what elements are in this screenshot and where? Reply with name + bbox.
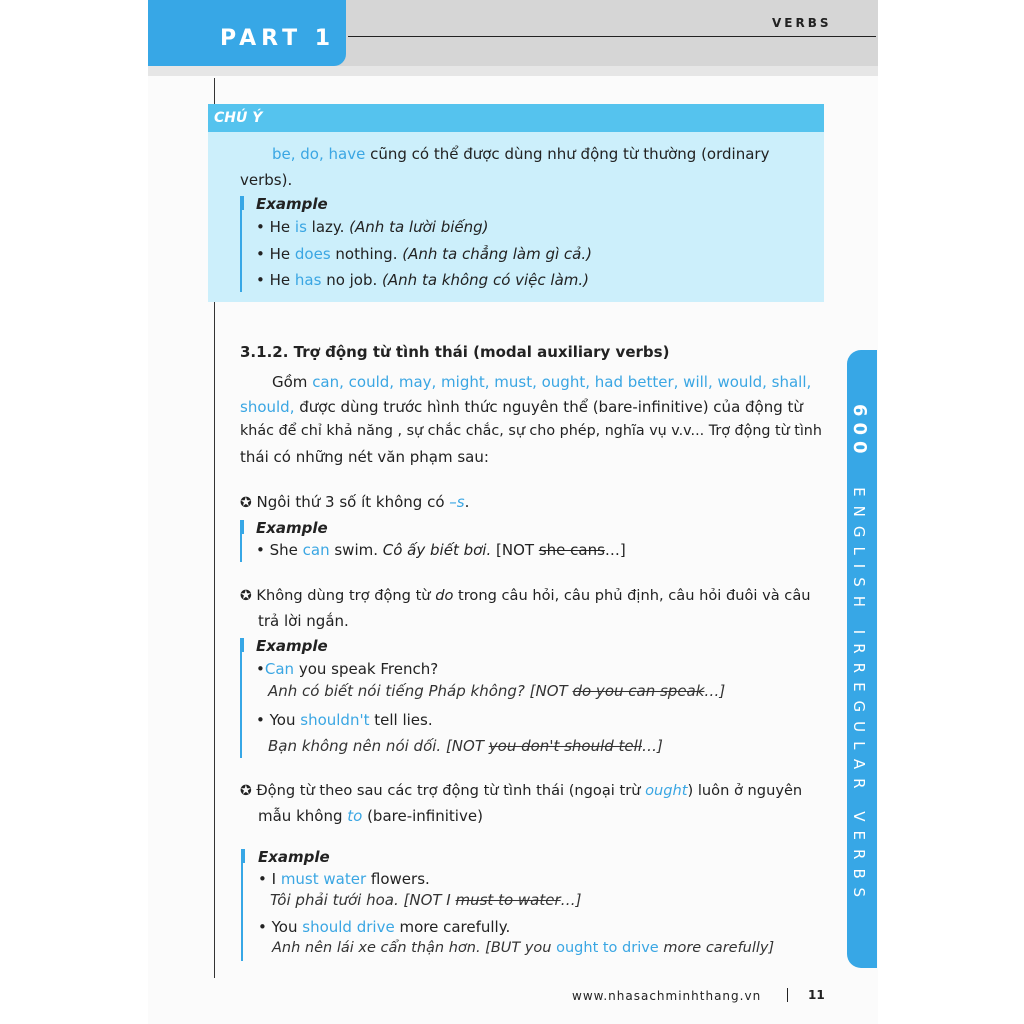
example-label: Example (258, 848, 330, 866)
rule-2: ✪ Không dùng trợ động từ do trong câu hỏi, câu phủ định, câu hỏi đuôi và câu (240, 587, 811, 604)
rule-3-line2: mẫu không to (bare-infinitive) (258, 807, 483, 825)
note-header (208, 104, 824, 132)
header-rule (348, 36, 876, 37)
star-icon: ✪ (240, 783, 252, 799)
example-rule (241, 849, 243, 961)
example-rule (240, 196, 242, 292)
part-label: PART 1 (220, 26, 336, 51)
section-title: 3.1.2. Trợ động từ tình thái (modal auxiliary verbs) (240, 343, 670, 361)
intro-line4: thái có những nét văn phạm sau: (240, 448, 489, 466)
list-item: • I must water flowers. (258, 870, 430, 888)
note-text: cũng có thể được dùng như động từ thường (ordinary (365, 145, 770, 163)
list-item: • You shouldn't tell lies. (256, 711, 433, 729)
list-item-translation: Anh có biết nói tiếng Pháp không? [NOT do you can speak…] (268, 682, 726, 700)
list-item: • He does nothing. (Anh ta chẳng làm gì cả.) (256, 245, 592, 263)
example-rule (240, 520, 242, 562)
rule-1: ✪ Ngôi thứ 3 số ít không có –s. (240, 493, 470, 511)
page-margin-left (0, 0, 148, 1024)
list-item: • You should drive more carefully. (258, 918, 511, 936)
note-text-line1 (272, 145, 769, 163)
list-item: • He is lazy. (Anh ta lười biếng) (256, 218, 489, 236)
intro-line2: should, được dùng trước hình thức nguyên thể (bare-infinitive) của động từ (240, 398, 803, 416)
header-section-title: VERBS (772, 16, 832, 30)
list-item: • He has no job. (Anh ta không có việc làm.) (256, 271, 590, 289)
star-icon: ✪ (240, 588, 252, 604)
page-number: 11 (808, 988, 825, 1002)
star-icon: ✪ (240, 495, 252, 511)
rule-2-line2: trả lời ngắn. (258, 612, 349, 630)
intro-line1: Gồm can, could, may, might, must, ought, had better, will, would, shall, (272, 373, 812, 391)
note-keywords: be, do, have (272, 145, 366, 163)
rule-3: ✪ Động từ theo sau các trợ động từ tình thái (ngoại trừ ought) luôn ở nguyên (240, 782, 803, 799)
footer-separator (787, 988, 788, 1002)
list-item-translation: Anh nên lái xe cẩn thận hơn. [BUT you ought to drive more carefully] (272, 940, 775, 956)
example-label: Example (256, 637, 328, 655)
example-label: Example (256, 519, 328, 537)
note-text-line2: verbs). (240, 171, 293, 189)
intro-line3: khác để chỉ khả năng , sự chắc chắc, sự cho phép, nghĩa vụ v.v... Trợ động từ tình (240, 423, 822, 439)
note-title: CHÚ Ý (214, 110, 263, 126)
header-band-shadow (148, 66, 878, 76)
example-rule (240, 638, 242, 758)
side-tab-label: 600 ENGLISH IRREGULAR VERBS (849, 404, 870, 907)
list-item: • She can swim. Cô ấy biết bơi. [NOT she cans…] (256, 541, 626, 559)
list-item-translation: Bạn không nên nói dối. [NOT you don't should tell…] (268, 737, 663, 755)
list-item: •Can you speak French? (256, 660, 439, 678)
list-item-translation: Tôi phải tưới hoa. [NOT I must to water…] (270, 891, 582, 909)
example-label: Example (256, 195, 328, 213)
footer-url: www.nhasachminhthang.vn (572, 989, 762, 1003)
